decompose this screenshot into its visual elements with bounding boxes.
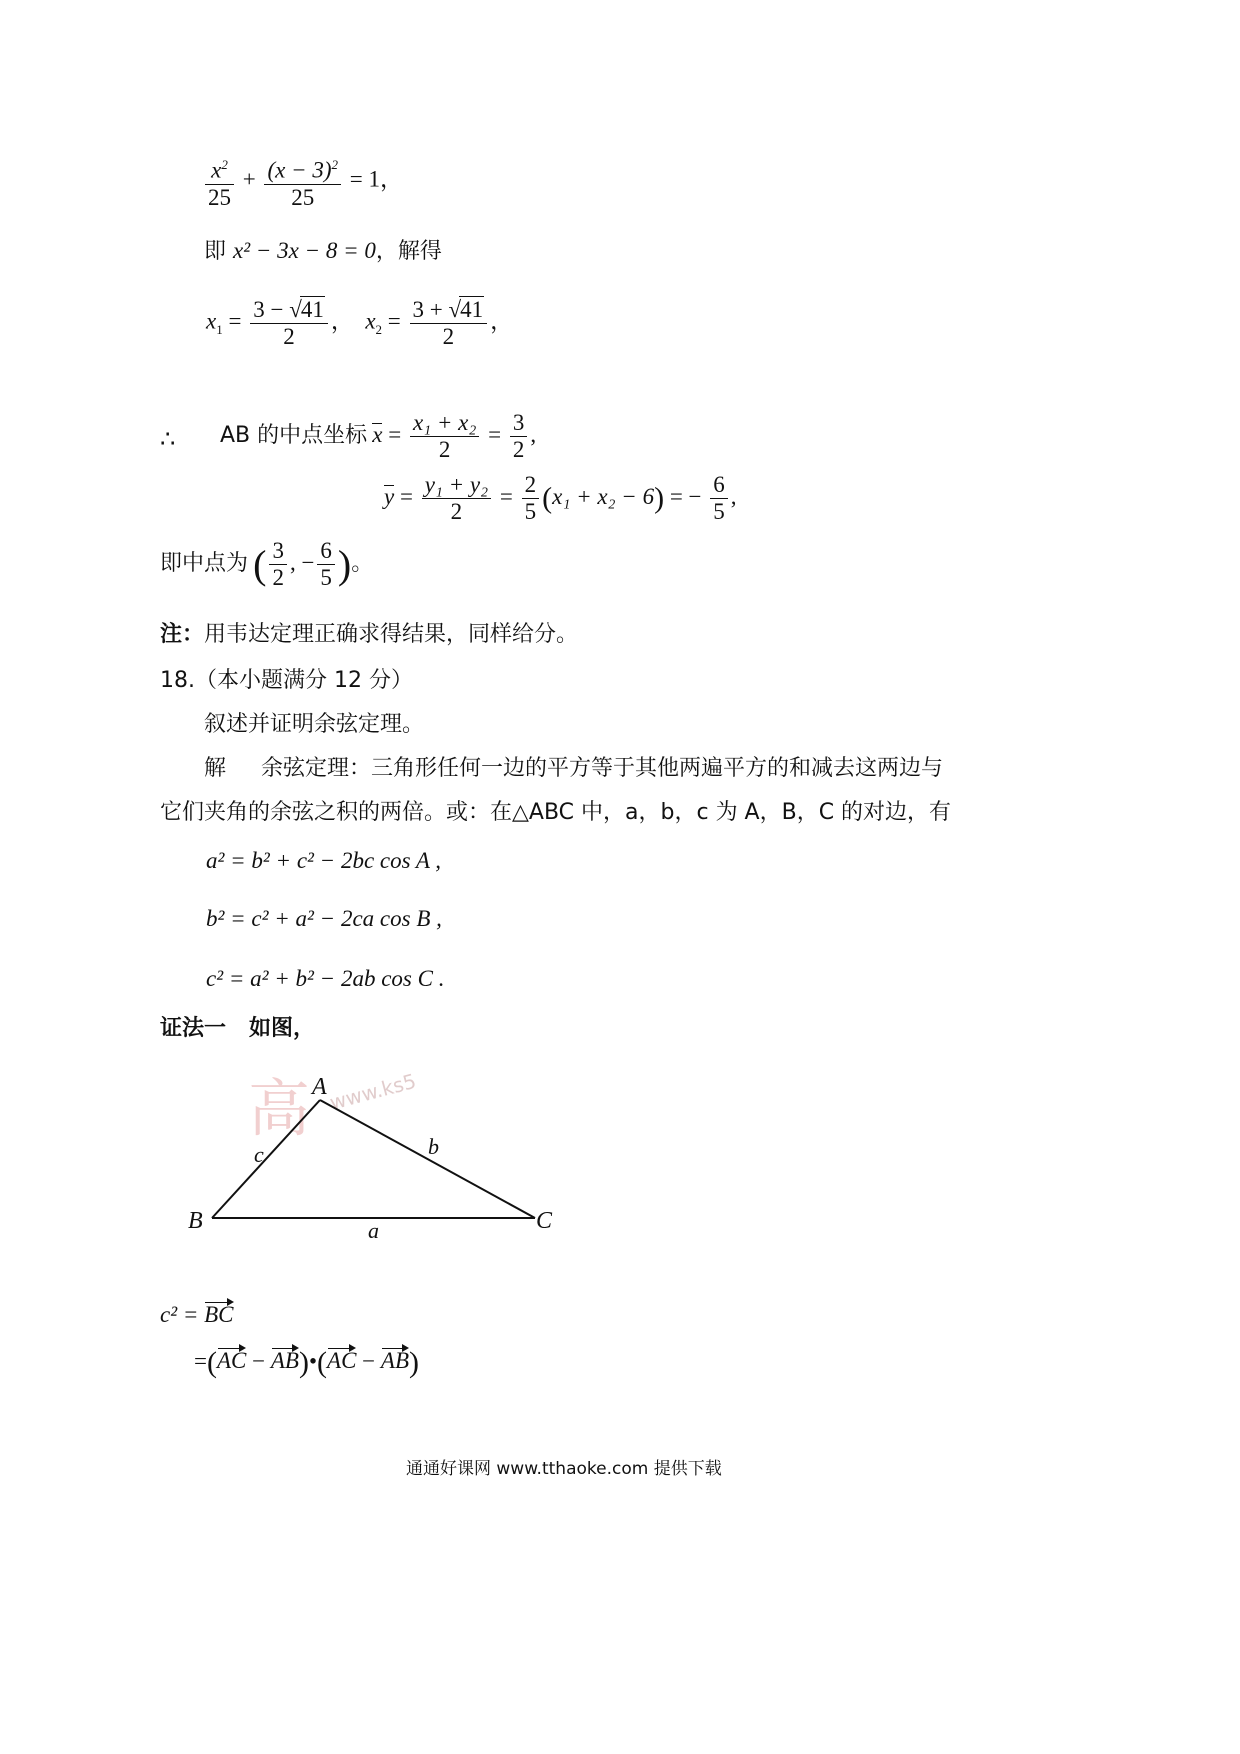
- law-of-cosines-b: b² = c² + a² − 2ca cos B ,: [206, 906, 442, 931]
- numerator: x: [211, 157, 222, 183]
- xbar-value-denominator: 2: [512, 437, 525, 462]
- xbar-denominator: 2: [438, 437, 451, 462]
- point-x-fraction: [269, 538, 287, 591]
- x2-radicand: 41: [460, 297, 484, 322]
- x-bar: x: [372, 421, 383, 447]
- suffix-text: ，解得: [375, 239, 442, 264]
- xbar-fraction: [410, 410, 479, 463]
- x1-numerator: 3 −: [253, 297, 284, 322]
- y-bar: y: [384, 483, 395, 509]
- roots-line: $x_1$ = $\frac{3 - √41}{2}$ ， $x_2$ = $\frac{3 + √41}{2}$ ，: [206, 297, 514, 349]
- side-b-label: b: [428, 1134, 439, 1159]
- problem-18-header: 18.（本小题满分 12 分）: [160, 668, 413, 693]
- problem-18-task: 叙述并证明余弦定理。: [204, 712, 425, 737]
- quadratic-line: [204, 236, 442, 267]
- ellipse-equation: [202, 152, 403, 211]
- point-y-fraction: [317, 538, 335, 591]
- minus-sign-2: −: [362, 1348, 376, 1374]
- note-label: 注：: [160, 622, 205, 647]
- numerator: (x − 3): [267, 157, 332, 183]
- point-y-denominator: 5: [320, 565, 332, 590]
- ybar-value-numerator: 6: [710, 472, 728, 499]
- fraction-x-minus-3: $\frac{(x - 3)^2}{25}$: [264, 152, 341, 211]
- page-footer: 通通好课网 www.tthaoke.com 提供下载: [406, 1459, 722, 1479]
- proof-line-2: =(AC − AB)•(AC − AB): [194, 1346, 420, 1379]
- ybar-value: [710, 472, 728, 525]
- denominator: 25: [291, 184, 315, 210]
- vertex-c-label: C: [536, 1208, 553, 1234]
- separator: ，: [330, 308, 354, 334]
- midpoint-y-line: y = $\frac{\text{y₁ + y₂}}{2}$ = $\frac{2}{5}$ (x₁ + x₂ − 6) = − $\frac{6}{5}$ ,: [384, 472, 737, 524]
- result-end: 。: [351, 550, 374, 576]
- note-text: 用韦达定理正确求得结果，同样给分。: [204, 622, 579, 647]
- vector-ab-2: AB: [380, 1348, 410, 1374]
- x2-subscript: 2: [375, 321, 383, 337]
- triangle-svg: [180, 1050, 600, 1250]
- x1-denominator: 2: [283, 324, 295, 349]
- side-c-label: c: [254, 1142, 264, 1167]
- solution-line-2: 它们夹角的余弦之积的两倍。或：在△ABC 中，a，b，c 为 A，B，C 的对边，有: [160, 800, 952, 825]
- law-of-cosines-c: c² = a² + b² − 2ab cos C .: [206, 966, 445, 991]
- watermark-glyph: 高: [248, 1072, 311, 1145]
- grading-note: [160, 620, 578, 650]
- prefix-text: 即: [204, 239, 227, 264]
- line-end: ，: [490, 308, 514, 334]
- proof-line-1: [160, 1300, 234, 1328]
- coef-denominator: 5: [524, 499, 537, 524]
- xbar-numerator: x₁ + x₂: [410, 410, 479, 437]
- therefore-symbol: ∴: [160, 425, 176, 453]
- dot-product-symbol: •: [308, 1348, 318, 1374]
- x2-label: x: [365, 308, 376, 334]
- denominator: 25: [208, 184, 231, 210]
- ybar-paren-expression: x₁ + x₂ − 6: [552, 483, 655, 509]
- vector-ac-2: AC: [327, 1348, 357, 1374]
- x1-label: x: [206, 308, 217, 334]
- x2-numerator: 3 +: [412, 297, 443, 322]
- point-x-denominator: 2: [272, 565, 284, 590]
- vector-ac-1: AC: [216, 1348, 247, 1374]
- ybar-fraction: [422, 472, 491, 525]
- coef-numerator: 2: [522, 472, 540, 499]
- equals-one: = 1，: [349, 166, 404, 192]
- proof-heading: [160, 1014, 315, 1044]
- vector-ab-1: AB: [270, 1348, 299, 1374]
- midpoint-result-line: 即中点为 ( $\frac{3}{2}$ , − $\frac{6}{5}$ )。: [160, 538, 374, 590]
- plus-sign: +: [242, 166, 256, 192]
- solution-label: 解: [204, 756, 227, 781]
- statement-line-1: 余弦定理：三角形任何一边的平方等于其他两遍平方的和减去这两边与: [260, 756, 943, 781]
- minus-sign-1: −: [252, 1348, 266, 1374]
- point-y-numerator: 6: [317, 538, 335, 565]
- ybar-coefficient: [522, 472, 540, 525]
- law-of-cosines-a: a² = b² + c² − 2bc cos A ,: [206, 848, 442, 873]
- quadratic-equation: x² − 3x − 8 = 0: [233, 238, 376, 263]
- as-shown-label: 如图，: [249, 1016, 316, 1041]
- triangle-figure: [180, 1050, 600, 1250]
- result-prefix: 即中点为: [160, 550, 249, 576]
- ybar-denominator: 2: [450, 499, 463, 524]
- xbar-value-numerator: 3: [510, 410, 528, 437]
- side-b-line: [320, 1100, 535, 1218]
- x2-fraction: $\frac{3 + √41}{2}$: [410, 296, 488, 350]
- vector-bc: BC: [204, 1302, 234, 1327]
- vertex-b-label: B: [188, 1208, 203, 1234]
- vertex-a-label: A: [312, 1074, 327, 1100]
- x1-fraction: $\frac{3 - √41}{2}$: [250, 296, 328, 350]
- fraction-x-squared: $\frac{x^2}{25}$: [205, 152, 234, 211]
- midpoint-text: AB 的中点坐标: [220, 422, 368, 448]
- xbar-value: [510, 410, 528, 463]
- equals-sign: =: [194, 1348, 207, 1374]
- x1-radicand: 41: [300, 297, 324, 322]
- solution-line-1: [204, 754, 943, 784]
- x1-subscript: 1: [216, 321, 223, 337]
- watermark-url: www.ks5: [327, 1068, 419, 1115]
- ybar-value-denominator: 5: [713, 499, 725, 524]
- midpoint-x-line: AB 的中点坐标 x = $\frac{\text{x₁ + x₂}}{2}$ = $\frac{3}{2}$ ,: [220, 410, 537, 462]
- c-squared-lhs: c² =: [160, 1302, 199, 1327]
- proof-method-label: 证法一: [160, 1016, 227, 1041]
- point-x-numerator: 3: [269, 538, 287, 565]
- ybar-numerator: y₁ + y₂: [422, 472, 491, 499]
- side-a-label: a: [368, 1218, 379, 1243]
- x2-denominator: 2: [442, 324, 455, 349]
